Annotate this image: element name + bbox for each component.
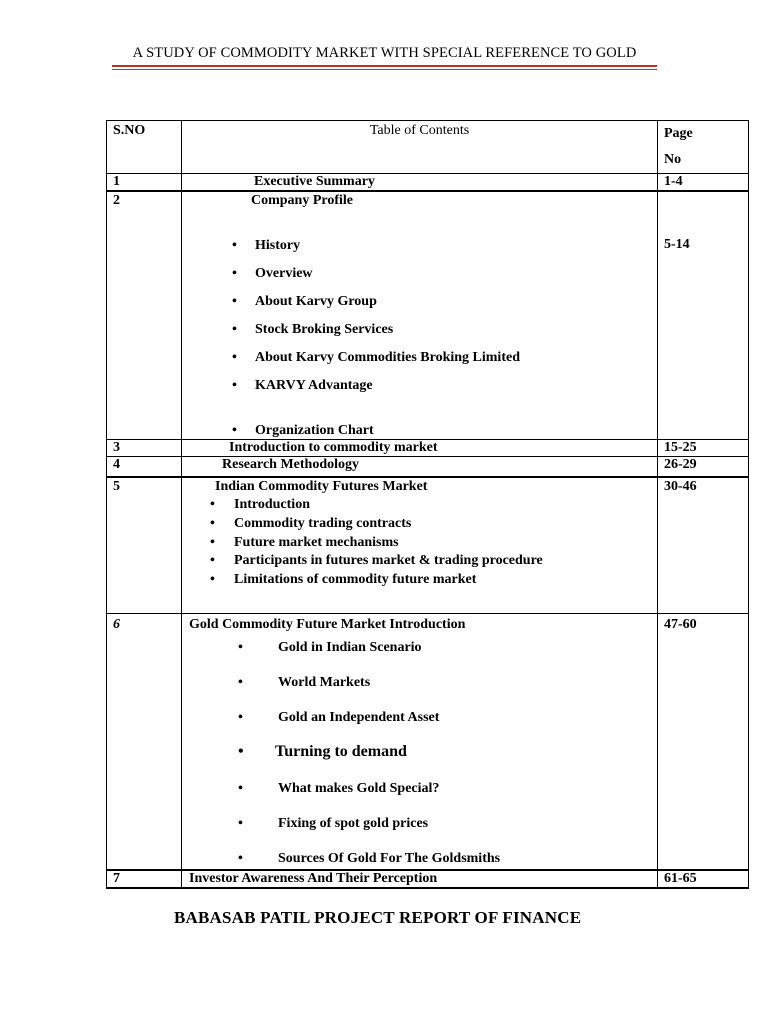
row-title: Investor Awareness And Their Perception <box>189 871 438 886</box>
row-title: Executive Summary <box>254 174 375 189</box>
table-row <box>107 870 749 888</box>
subtopic-list <box>232 238 652 441</box>
list-item: • World Markets <box>238 674 371 690</box>
bullet-icon: • <box>232 423 237 438</box>
bullet-icon: • <box>210 516 215 531</box>
table-row <box>107 613 749 870</box>
document-header: A STUDY OF COMMODITY MARKET WITH SPECIAL REFERENCE TO GOLD <box>132 45 637 61</box>
bullet-icon: • <box>210 497 215 512</box>
col-page-header-line1: Page <box>664 126 693 141</box>
row-sno: 6 <box>107 613 182 870</box>
list-item: • Gold in Indian Scenario <box>238 639 422 655</box>
bullet-icon: • <box>232 294 237 309</box>
table-row <box>107 477 749 613</box>
header-rule-thin <box>112 69 657 70</box>
subtopic-list <box>238 640 648 869</box>
list-item: • KARVY Advantage <box>232 378 373 393</box>
list-item: • Limitations of commodity future market <box>210 572 477 587</box>
row-title: Indian Commodity Futures Market <box>215 479 428 494</box>
row-title: Research Methodology <box>222 456 359 472</box>
col-sno-header: S.NO <box>107 121 182 174</box>
row-title-cell <box>182 477 658 613</box>
row-title: Gold Commodity Future Market Introduction <box>189 616 466 632</box>
list-item: • About Karvy Commodities Broking Limited <box>232 350 520 365</box>
row-page-cell <box>658 613 749 870</box>
list-item: • Sources Of Gold For The Goldsmiths <box>238 850 501 866</box>
toc-header-row <box>107 121 749 174</box>
row-title-cell <box>182 613 658 870</box>
col-page-header-line2: No <box>664 152 682 167</box>
table-row <box>107 439 749 456</box>
bullet-icon: • <box>232 350 237 365</box>
bullet-icon: • <box>210 535 215 550</box>
row-sno: 5 <box>107 477 182 613</box>
table-row <box>107 174 749 192</box>
row-page: 47-60 <box>664 616 697 632</box>
list-item: • Future market mechanisms <box>210 535 399 550</box>
row-page: 61-65 <box>658 870 749 888</box>
bullet-icon: • <box>232 322 237 337</box>
row-sno: 1 <box>107 174 182 192</box>
row-page: 15-25 <box>658 439 749 456</box>
row-title-cell <box>182 439 658 456</box>
col-title-header: Table of Contents <box>182 121 658 174</box>
list-item: • Introduction <box>210 497 310 512</box>
bullet-icon: • <box>232 266 237 281</box>
bullet-icon: • <box>238 709 243 725</box>
list-item: • Organization Chart <box>232 423 374 438</box>
row-sno: 7 <box>107 870 182 888</box>
row-title-cell <box>182 191 658 439</box>
list-item: • What makes Gold Special? <box>238 780 440 796</box>
bullet-icon: • <box>238 742 244 760</box>
list-item: • About Karvy Group <box>232 294 377 309</box>
bullet-icon: • <box>238 815 243 831</box>
list-item: • Participants in futures market & trading procedure <box>210 553 543 568</box>
list-item: • Commodity trading contracts <box>210 516 412 531</box>
row-title: Company Profile <box>251 193 354 208</box>
row-title-cell <box>182 870 658 888</box>
list-item: • Gold an Independent Asset <box>238 709 440 725</box>
row-sno: 4 <box>107 456 182 477</box>
list-item: • History <box>232 238 301 253</box>
row-title-cell <box>182 174 658 192</box>
row-page: 30-46 <box>664 479 697 494</box>
row-page-cell <box>658 191 749 439</box>
row-page: 1-4 <box>658 174 749 192</box>
subtopic-list <box>210 497 650 591</box>
bullet-icon: • <box>238 674 243 690</box>
row-page-cell <box>658 477 749 613</box>
bullet-icon: • <box>238 639 243 655</box>
row-sno: 2 <box>107 191 182 439</box>
table-row <box>107 191 749 439</box>
header-rule <box>112 65 657 67</box>
table-row <box>107 456 749 477</box>
col-page-header <box>658 121 749 174</box>
row-page: 5-14 <box>664 237 690 252</box>
bullet-icon: • <box>232 238 237 253</box>
row-title: Introduction to commodity market <box>229 439 438 455</box>
row-title-cell <box>182 456 658 477</box>
bullet-icon: • <box>210 572 215 587</box>
list-item: • Overview <box>232 266 313 281</box>
list-item: • Fixing of spot gold prices <box>238 815 429 831</box>
table-of-contents <box>106 120 749 889</box>
row-page: 26-29 <box>658 456 749 477</box>
bullet-icon: • <box>210 553 215 568</box>
document-footer: BABASAB PATIL PROJECT REPORT OF FINANCE <box>174 908 582 927</box>
bullet-icon: • <box>238 850 243 866</box>
bullet-icon: • <box>232 378 237 393</box>
bullet-icon: • <box>238 780 243 796</box>
row-sno: 3 <box>107 439 182 456</box>
list-item: • Turning to demand <box>238 742 407 760</box>
list-item: • Stock Broking Services <box>232 322 394 337</box>
